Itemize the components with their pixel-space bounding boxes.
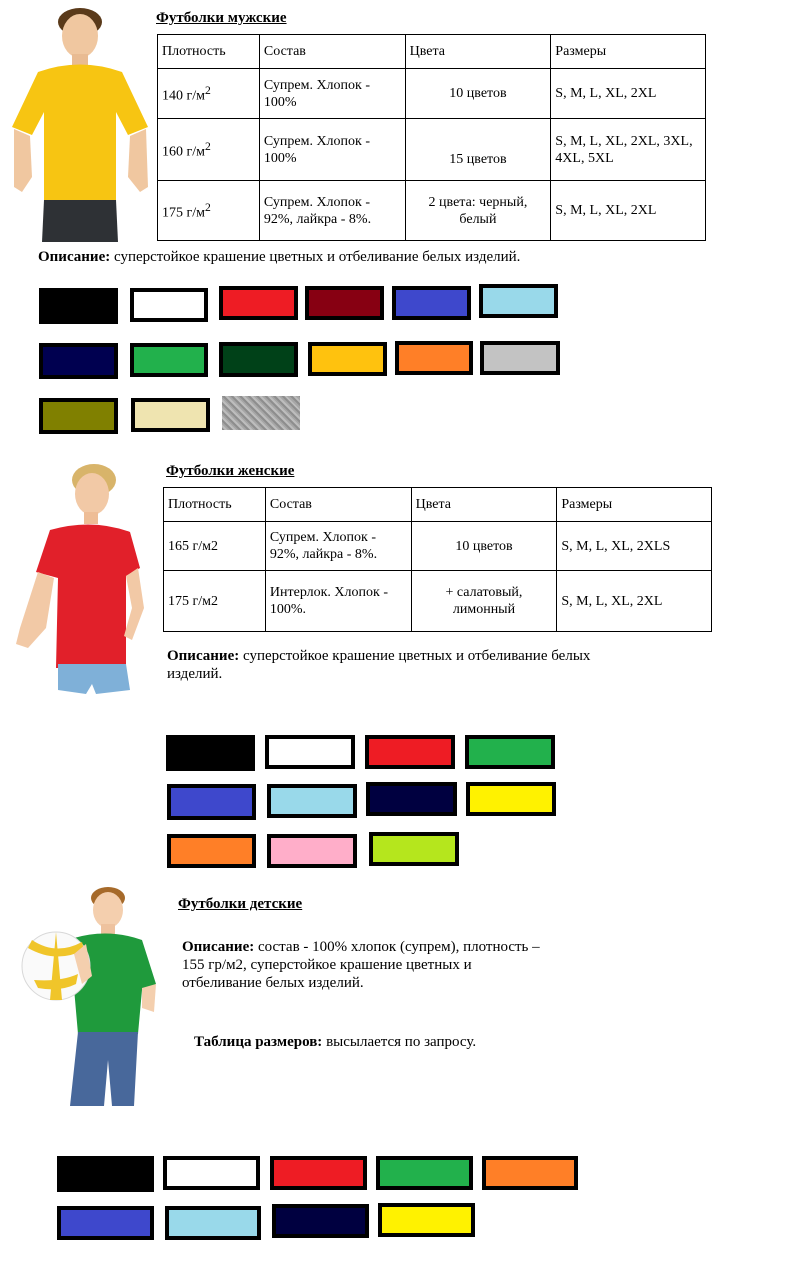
- men-row3-density: 175 $г/м^2$: [158, 181, 260, 241]
- women-header-composition: Состав: [265, 488, 411, 522]
- men-color-swatch: [480, 341, 560, 375]
- women-table-header-row: [164, 488, 712, 522]
- women-header-sizes: Размеры: [557, 488, 712, 522]
- kids-description: Описание: состав - 100% хлопок (супрем), плотность – 155 гр/м2, суперстойкое крашение цветных и отбеливание белых изделий.: [182, 939, 540, 991]
- men-color-swatch: [39, 398, 118, 434]
- women-row2-density: 175 г/м2: [164, 571, 266, 632]
- kids-color-swatch: [57, 1156, 154, 1192]
- men-color-swatch: [131, 398, 210, 432]
- men-spec-table: [157, 34, 706, 241]
- men-row3-composition: Супрем. Хлопок - 92%, лайкра - 8%.: [259, 181, 405, 241]
- men-row2-density: 160 $г/м^2$: [158, 119, 260, 181]
- kids-section-title: Футболки детские: [178, 896, 303, 912]
- women-color-swatch: [365, 735, 455, 769]
- men-row2-composition: Супрем. Хлопок - 100%: [259, 119, 405, 181]
- men-row1-sizes: S, M, L, XL, 2XL: [551, 69, 706, 119]
- men-row3-colors: 2 цвета: черный, белый: [405, 181, 551, 241]
- women-color-swatch: [267, 834, 357, 868]
- table-row: [158, 119, 706, 181]
- women-color-swatch: [366, 782, 457, 816]
- women-row2-colors: + салатовый, лимонный: [411, 571, 557, 632]
- men-description: Описание: суперстойкое крашение цветных и отбеливание белых изделий.: [38, 249, 521, 265]
- men-header-density: Плотность: [158, 35, 260, 69]
- kids-color-swatch: [376, 1156, 473, 1190]
- women-row1-density: 165 г/м2: [164, 522, 266, 571]
- men-section-title: Футболки мужские: [156, 10, 287, 26]
- men-row1-composition: Супрем. Хлопок - 100%: [259, 69, 405, 119]
- women-spec-table: [163, 487, 712, 632]
- women-model-photo: [6, 458, 152, 694]
- men-color-swatch: [219, 342, 298, 377]
- women-color-swatch: [167, 784, 256, 820]
- table-row: [164, 522, 712, 571]
- men-row1-colors: 10 цветов: [405, 69, 551, 119]
- men-color-swatch: [392, 286, 471, 320]
- kids-color-swatch: [272, 1204, 369, 1238]
- men-table-header-row: [158, 35, 706, 69]
- men-color-swatch: [219, 286, 298, 320]
- women-color-swatch: [167, 834, 256, 868]
- men-color-swatch: [395, 341, 473, 375]
- women-section-title: Футболки женские: [166, 463, 295, 479]
- women-row2-sizes: S, M, L, XL, 2XL: [557, 571, 712, 632]
- men-color-swatch: [39, 343, 118, 379]
- women-color-swatch: [369, 832, 459, 866]
- men-row1-density: 140 $г/м^2$: [158, 69, 260, 119]
- women-description: Описание: суперстойкое крашение цветных и отбеливание белых изделий.: [167, 648, 591, 682]
- men-header-sizes: Размеры: [551, 35, 706, 69]
- men-header-colors: Цвета: [405, 35, 551, 69]
- table-row: [164, 571, 712, 632]
- men-row2-sizes: S, M, L, XL, 2XL, 3XL, 4XL, 5XL: [551, 119, 706, 181]
- men-row2-colors: 15 цветов: [405, 119, 551, 181]
- kids-color-swatch: [165, 1206, 261, 1240]
- table-row: [158, 181, 706, 241]
- women-header-colors: Цвета: [411, 488, 557, 522]
- kids-model-photo: [16, 884, 166, 1106]
- women-row1-composition: Супрем. Хлопок - 92%, лайкра - 8%.: [265, 522, 411, 571]
- kids-size-table-note: Таблица размеров: высылается по запросу.: [194, 1034, 477, 1050]
- men-color-swatch: [39, 288, 118, 324]
- kids-color-swatch: [163, 1156, 260, 1190]
- men-row3-sizes: S, M, L, XL, 2XL: [551, 181, 706, 241]
- kids-color-swatch: [378, 1203, 475, 1237]
- women-row1-sizes: S, M, L, XL, 2XLS: [557, 522, 712, 571]
- women-header-density: Плотность: [164, 488, 266, 522]
- kids-color-swatch: [482, 1156, 578, 1190]
- women-color-swatch: [465, 735, 555, 769]
- women-row2-composition: Интерлок. Хлопок - 100%.: [265, 571, 411, 632]
- men-color-swatch: [130, 343, 208, 377]
- table-row: [158, 69, 706, 119]
- kids-color-swatch: [270, 1156, 367, 1190]
- women-color-swatch: [267, 784, 357, 818]
- men-model-photo: [8, 2, 153, 242]
- men-color-swatch: [308, 342, 387, 376]
- kids-color-swatch: [57, 1206, 154, 1240]
- women-color-swatch: [466, 782, 556, 816]
- men-header-composition: Состав: [259, 35, 405, 69]
- men-color-swatch: [130, 288, 208, 322]
- men-color-swatch: [222, 396, 300, 430]
- women-row1-colors: 10 цветов: [411, 522, 557, 571]
- men-color-swatch: [305, 286, 384, 320]
- women-color-swatch: [265, 735, 355, 769]
- men-color-swatch: [479, 284, 558, 318]
- women-color-swatch: [166, 735, 255, 771]
